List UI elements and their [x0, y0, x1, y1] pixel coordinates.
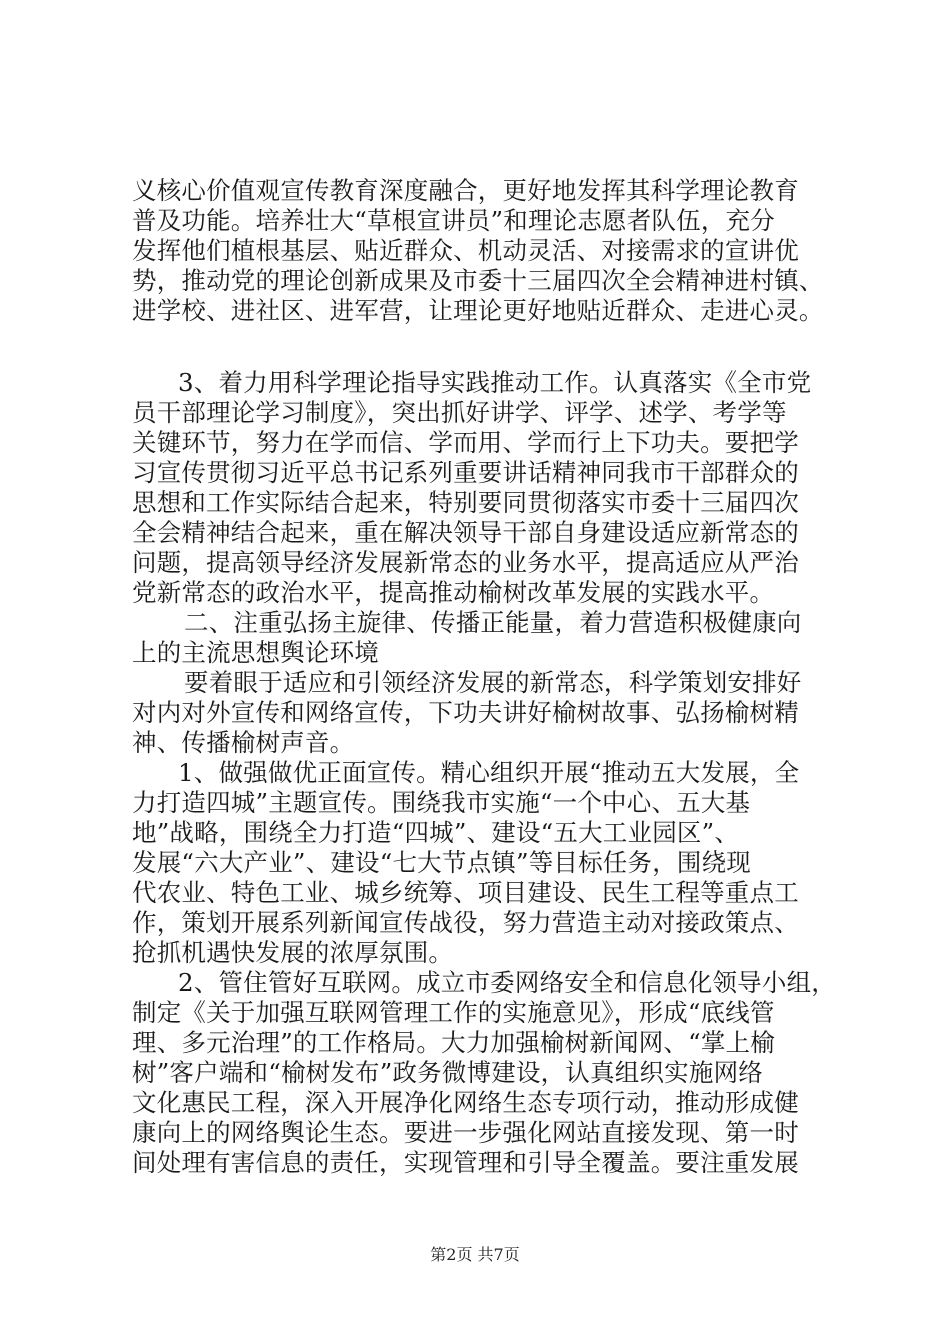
section-heading: 上的主流思想舆论环境	[132, 638, 379, 667]
text-line: 党新常态的政治水平，提高推动榆树改革发展的实践水平。	[132, 578, 775, 607]
text-line: 文化惠民工程，深入开展净化网络生态专项行动，推动形成健	[132, 1088, 799, 1117]
text-line: 义核心价值观宣传教育深度融合，更好地发挥其科学理论教育	[132, 176, 799, 205]
text-line: 普及功能。培养壮大“草根宣讲员”和理论志愿者队伍，充分	[132, 206, 775, 235]
text-line: 制定《关于加强互联网管理工作的实施意见》，形成“底线管	[132, 998, 775, 1027]
text-line: 员干部理论学习制度》，突出抓好讲学、评学、述学、考学等	[132, 398, 787, 427]
text-line: 发展“六大产业”、建设“七大节点镇”等目标任务，围绕现	[132, 848, 751, 877]
text-line: 3、着力用科学理论指导实践推动工作。认真落实《全市党	[178, 368, 812, 397]
text-line: 对内对外宣传和网络宣传，下功夫讲好榆树故事、弘扬榆树精	[132, 698, 799, 727]
text-line: 树”客户端和“榆树发布”政务微博建设，认真组织实施网络	[132, 1058, 763, 1087]
text-line: 代农业、特色工业、城乡统筹、项目建设、民生工程等重点工	[132, 878, 799, 907]
text-line: 全会精神结合起来，重在解决领导干部自身建设适应新常态的	[132, 518, 799, 547]
text-line: 关键环节，努力在学而信、学而用、学而行上下功夫。要把学	[132, 428, 799, 457]
text-line: 抢抓机遇快发展的浓厚氛围。	[132, 938, 454, 967]
text-line: 神、传播榆树声音。	[132, 728, 355, 757]
text-line: 2、管住管好互联网。成立市委网络安全和信息化领导小组，	[178, 968, 836, 997]
text-line: 间处理有害信息的责任，实现管理和引导全覆盖。要注重发展	[132, 1148, 799, 1177]
section-heading: 二、注重弘扬主旋律、传播正能量，着力营造积极健康向	[184, 608, 802, 637]
text-line: 思想和工作实际结合起来，特别要同贯彻落实市委十三届四次	[132, 488, 799, 517]
page-number-footer: 第2页 共7页	[430, 1245, 520, 1264]
text-line: 要着眼于适应和引领经济发展的新常态，科学策划安排好	[184, 668, 802, 697]
text-line: 理、多元治理”的工作格局。大力加强榆树新闻网、“掌上榆	[132, 1028, 775, 1057]
text-line: 康向上的网络舆论生态。要进一步强化网站直接发现、第一时	[132, 1118, 799, 1147]
text-line: 习宣传贯彻习近平总书记系列重要讲话精神同我市干部群众的	[132, 458, 799, 487]
document-body	[132, 176, 836, 1178]
text-line: 作，策划开展系列新闻宣传战役，努力营造主动对接政策点、	[132, 908, 799, 937]
text-line: 势，推动党的理论创新成果及市委十三届四次全会精神进村镇、	[132, 266, 824, 295]
text-line: 地”战略，围绕全力打造“四城”、建设“五大工业园区”、	[132, 818, 740, 847]
text-line: 1、做强做优正面宣传。精心组织开展“推动五大发展，全	[178, 758, 800, 787]
text-line: 问题，提高领导经济发展新常态的业务水平，提高适应从严治	[132, 548, 799, 577]
text-line: 发挥他们植根基层、贴近群众、机动灵活、对接需求的宣讲优	[132, 236, 799, 265]
paragraph-gap	[132, 326, 832, 368]
text-line: 进学校、进社区、进军营，让理论更好地贴近群众、走进心灵。	[132, 296, 824, 325]
text-line: 力打造四城”主题宣传。围绕我市实施“一个中心、五大基	[132, 788, 751, 817]
